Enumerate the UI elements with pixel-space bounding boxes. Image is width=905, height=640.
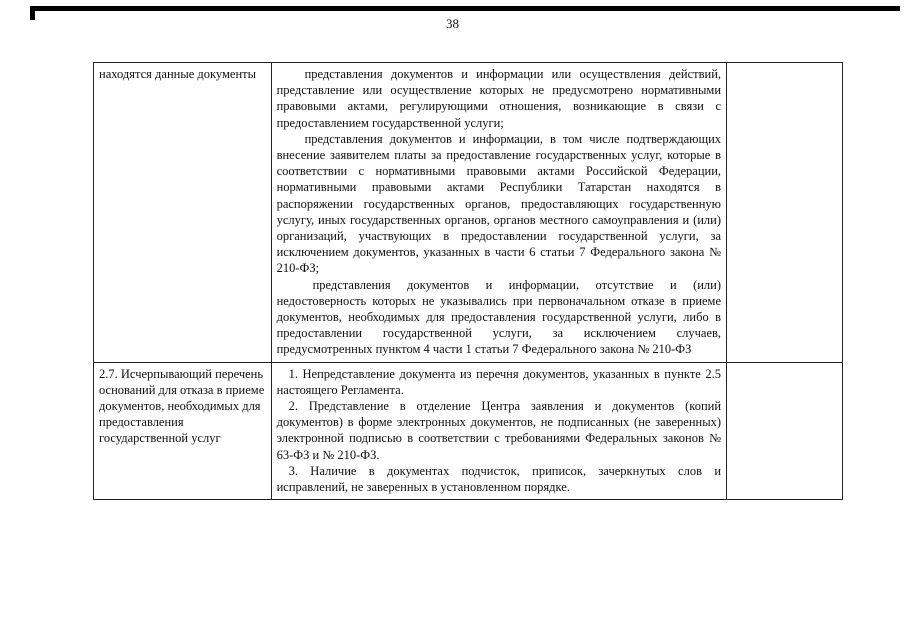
- list-item: 1. Непредставление документа из перечня документов, указанных в пункте 2.5 настоящего Регламента.: [276, 366, 722, 397]
- scan-border-mark: [30, 6, 900, 11]
- page-number: 38: [446, 16, 459, 31]
- table-row: [94, 63, 843, 363]
- row-note: [727, 63, 843, 363]
- paragraph: представления документов и информации или осуществления действий, представление или осуществление которых не предусмотрено нормативными правовыми актами, регулирующими отношения, возникающие в связи с предоставлением государственной услуги;: [276, 67, 722, 130]
- list-item: 3. Наличие в документах подчисток, приписок, зачеркнутых слов и исправлений, не заверенных в установленном порядке.: [276, 463, 722, 495]
- paragraph: представления документов и информации, в том числе подтверждающих внесение заявителем платы за предоставление государственных услуг, которые в соответствии с нормативными правовыми актами Российской Федерации, нормативными правовыми актами Республики Татарстан находятся в распоряжении государственных органов, предоставляющих государственную услугу, иных государственных органов, органов местного самоуправления и (или) организаций, участвующих в предоставлении государственной услуги, за исключением документов, указанных в части 6 статьи 7 Федерального закона № 210-ФЗ;: [276, 131, 722, 276]
- row-content: [271, 63, 726, 363]
- list-item: 2. Представление в отделение Центра заявления и документов (копий документов) в форме электронных документов, не подписанных (не заверенных) электронной подписью в соответствии с требованиями Федеральных законов № 63-ФЗ и № 210-ФЗ.: [276, 399, 722, 462]
- paragraph: представления документов и информации, отсутствие и (или) недостоверность которых не указывались при первоначальном отказе в приеме документов, необходимых для предоставления государственной услуги, либо в предоставлении государственной услуги, за исключением случаев, предусмотренных пунктом 4 части 1 статьи 7 Федерального закона № 210-ФЗ: [276, 277, 722, 357]
- regulation-table: [93, 62, 843, 500]
- row-label: находятся данные документы: [94, 63, 272, 363]
- row-label: 2.7. Исчерпывающий перечень оснований для отказа в приеме документов, необходимых для предоставления государственной услуг: [94, 362, 272, 500]
- table-row: [94, 362, 843, 500]
- row-note: [727, 362, 843, 500]
- row-content: [271, 362, 726, 500]
